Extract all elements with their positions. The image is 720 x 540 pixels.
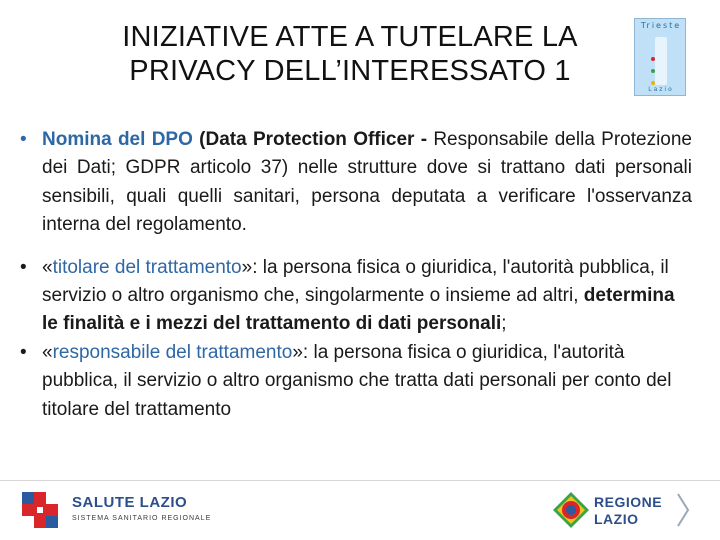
trieste-logo-bar — [655, 37, 667, 85]
titolare-end: ; — [501, 313, 507, 335]
salute-lazio-cross-icon — [20, 490, 60, 530]
titolare-bold: determina le finalità e i mezzi del trattamento di dati personali — [42, 285, 675, 335]
slide-title — [60, 20, 640, 88]
bullet-responsabile — [20, 339, 692, 424]
bullet-dpo — [20, 126, 692, 240]
quote-close: » — [292, 341, 303, 363]
salute-lazio-subtitle: SISTEMA SANITARIO REGIONALE — [72, 515, 212, 522]
quote-open: « — [42, 256, 53, 278]
regione-lazio-line2: LAZIO — [594, 511, 639, 527]
footer-divider — [0, 480, 720, 481]
dpo-text: Responsabile della Protezione dei Dati; GDPR articolo 37) nelle strutture dove si trattano dati personali sensibili, quali quelli sanitari, persona deputata a verificare l'osservanza interna del regolamento. — [42, 129, 693, 236]
quote-close: » — [241, 256, 253, 278]
term-titolare: titolare del trattamento — [52, 256, 242, 278]
bullet-titolare — [20, 254, 692, 339]
responsabile-text: : la persona fisica o giuridica, l'autorità pubblica, il servizio o altro organismo che tratta dati personali per conto del titolare del trattamento — [42, 341, 672, 420]
term-responsabile: responsabile del trattamento — [52, 341, 293, 363]
bullet-marker: • — [20, 256, 27, 278]
regione-lazio-emblem-icon — [552, 491, 590, 529]
salute-lazio-title: SALUTE LAZIO — [72, 494, 188, 511]
bullet-list — [20, 126, 692, 424]
bullet-marker: • — [20, 341, 27, 363]
quote-open: « — [42, 341, 53, 363]
logo-yellow-dot — [651, 81, 655, 85]
logo-red-dot — [651, 57, 655, 61]
trieste-logo — [634, 18, 686, 96]
dpo-bold: (Data Protection Officer - — [199, 129, 428, 150]
titolare-text: : la persona fisica o giuridica, l'autorità pubblica, il servizio o altro organismo che, singolarmente o insieme ad altri, — [42, 256, 669, 307]
trieste-logo-footer: Lazio — [648, 86, 674, 93]
bullet-marker: • — [20, 129, 27, 150]
regione-lazio-chevron-icon — [676, 492, 690, 528]
regione-lazio-logo — [594, 494, 662, 528]
trieste-logo-text: Trieste — [640, 21, 682, 30]
slide-title-line2: PRIVACY DELL’INTERESSATO 1 — [129, 55, 571, 87]
slide-title-line1: INIZIATIVE ATTE A TUTELARE LA — [122, 21, 578, 53]
salute-lazio-logo — [72, 494, 211, 522]
logo-green-dot — [651, 69, 655, 73]
regione-lazio-line1: REGIONE — [594, 494, 663, 510]
dpo-highlight: Nomina del DPO — [42, 129, 193, 150]
